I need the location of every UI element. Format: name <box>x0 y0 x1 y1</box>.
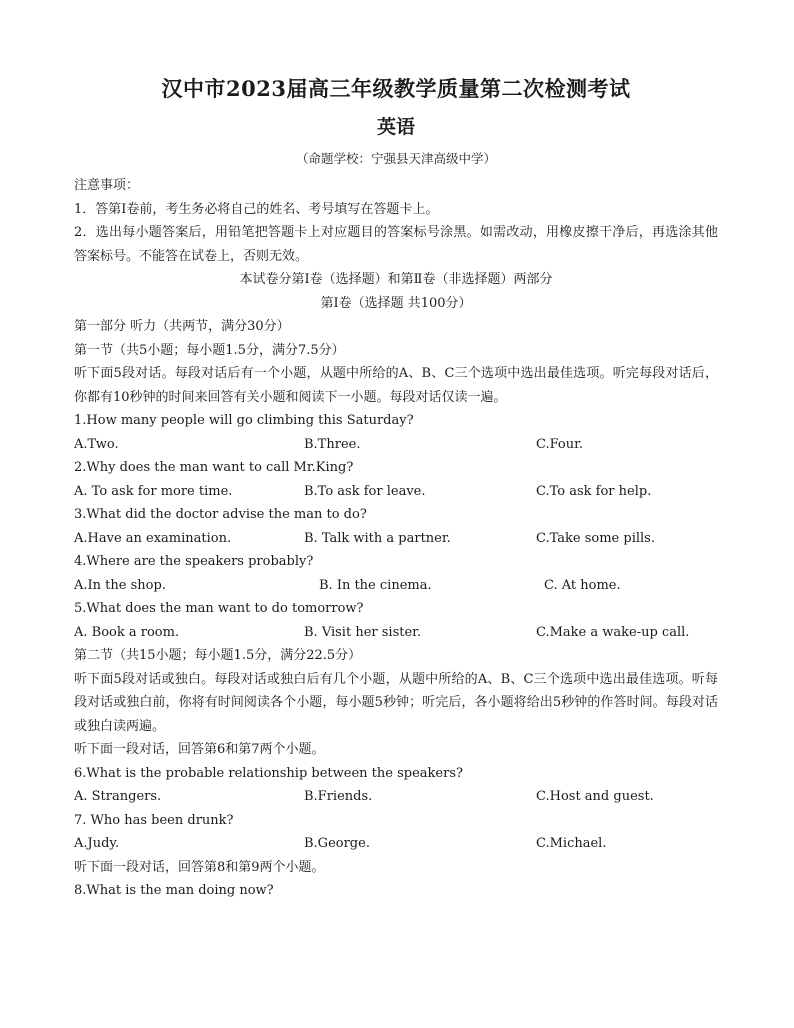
question-8: 8.What is the man doing now? <box>74 883 274 898</box>
section-2-heading: 第二节（共15小题；每小题1.5分，满分22.5分） <box>74 648 362 663</box>
question-3-options <box>74 527 718 551</box>
option-c: C.Four. <box>536 436 584 452</box>
question-4-options <box>74 574 718 598</box>
notice-item-1: 1．答第Ⅰ卷前，考生务必将自己的姓名、考号填写在答题卡上。 <box>74 201 439 217</box>
dialog-8-9-intro: 听下面一段对话，回答第8和第9两个小题。 <box>74 859 325 875</box>
option-b: B. Talk with a partner. <box>304 530 451 546</box>
section-1-heading: 第一节（共5小题；每小题1.5分，满分7.5分） <box>74 342 345 358</box>
option-b: B.To ask for leave. <box>304 483 426 499</box>
exam-school: （命题学校：宁强县天津高级中学） <box>295 151 496 166</box>
option-b: B.Three. <box>304 436 361 452</box>
option-c: C.Make a wake-up call. <box>536 624 690 640</box>
dialog-6-7-intro: 听下面一段对话，回答第6和第7两个小题。 <box>74 742 325 757</box>
section-1-instructions: 听下面5段对话。每段对话后有一个小题，从题中所给的A、B、C三个选项中选出最佳选项。听完每段对话后，你都有10秒钟的时间来回答有关小题和阅读下一小题。每段对话仅读一遍。 <box>74 366 718 405</box>
option-a: A.Two. <box>74 436 119 452</box>
question-7: 7. Who has been drunk? <box>74 812 234 828</box>
question-1-options <box>74 433 718 457</box>
option-b: B.Friends. <box>304 789 373 804</box>
question-1: 1.How many people will go climbing this Saturday? <box>74 413 414 428</box>
option-c: C.Take some pills. <box>536 530 655 546</box>
option-a: A. Book a room. <box>74 624 180 640</box>
option-b: B. In the cinema. <box>319 577 432 593</box>
exam-subject: 英语 <box>376 116 415 138</box>
question-6-options <box>74 785 718 809</box>
question-2: 2.Why does the man want to call Mr.King? <box>74 460 354 475</box>
question-3: 3.What did the doctor advise the man to do? <box>74 507 367 522</box>
volume-1-heading: 第Ⅰ卷（选择题 共100分） <box>320 295 472 311</box>
exam-title: 汉中市2023届高三年级教学质量第二次检测考试 <box>161 76 631 101</box>
part-1-heading: 第一部分 听力（共两节，满分30分） <box>74 319 290 334</box>
notice-heading: 注意事项： <box>74 178 140 193</box>
exam-body <box>74 174 718 903</box>
option-a: A.Have an examination. <box>74 530 232 546</box>
paper-parts: 本试卷分第Ⅰ卷（选择题）和第Ⅱ卷（非选择题）两部分 <box>239 272 553 287</box>
question-5-options <box>74 621 718 645</box>
notice-item-2: 2．选出每小题答案后，用铅笔把答题卡上对应题目的答案标号涂黑。如需改动，用橡皮擦干净后，再选涂其他答案标号。不能答在试卷上，否则无效。 <box>74 225 718 264</box>
option-c: C.Michael. <box>536 836 607 851</box>
question-5: 5.What does the man want to do tomorrow? <box>74 601 364 616</box>
question-7-options <box>74 832 718 856</box>
option-a: A. Strangers. <box>74 789 162 804</box>
option-b: B.George. <box>304 836 370 851</box>
option-a: A.In the shop. <box>74 577 166 593</box>
option-b: B. Visit her sister. <box>304 624 422 640</box>
question-6: 6.What is the probable relationship between the speakers? <box>74 765 463 781</box>
option-c: C.To ask for help. <box>536 483 652 499</box>
option-a: A. To ask for more time. <box>74 483 233 499</box>
option-c: C.Host and guest. <box>536 789 654 804</box>
section-2-instructions: 听下面5段对话或独白。每段对话或独白后有几个小题，从题中所给的A、B、C三个选项中选出最佳选项。听每段对话或独白前，你将有时间阅读各个小题，每小题5秒钟；听完后，各小题将给出5秒钟的作答时间。每段对话或独白读两遍。 <box>74 671 718 734</box>
question-2-options <box>74 480 718 504</box>
question-4: 4.Where are the speakers probably? <box>74 554 314 569</box>
option-c: C. At home. <box>544 577 621 593</box>
option-a: A.Judy. <box>74 836 120 851</box>
